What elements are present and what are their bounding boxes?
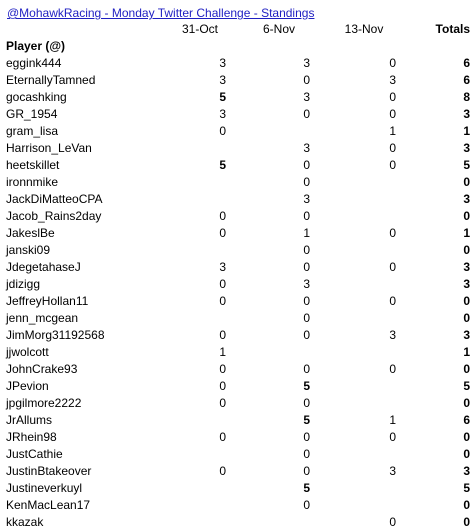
score-13-nov-cell: 0 bbox=[389, 430, 396, 444]
table-row bbox=[0, 225, 470, 242]
table-row bbox=[0, 174, 470, 191]
total-score-cell: 3 bbox=[463, 260, 470, 274]
score-13-nov-cell: 0 bbox=[389, 158, 396, 172]
total-score-cell: 6 bbox=[463, 413, 470, 427]
player-name-cell: JrAllums bbox=[6, 413, 53, 427]
score-6-nov-cell: 5 bbox=[303, 481, 310, 495]
score-13-nov-cell: 0 bbox=[389, 515, 396, 529]
player-name-cell: JustinBtakeover bbox=[6, 464, 92, 478]
total-score-cell: 6 bbox=[463, 56, 470, 70]
table-row bbox=[0, 480, 470, 497]
score-6-nov-cell: 3 bbox=[303, 192, 310, 206]
table-row bbox=[0, 514, 470, 531]
table-row bbox=[0, 157, 470, 174]
total-score-cell: 6 bbox=[463, 73, 470, 87]
score-31-oct-cell: 0 bbox=[219, 209, 226, 223]
player-name-cell: GR_1954 bbox=[6, 107, 58, 121]
player-name-cell: JohnCrake93 bbox=[6, 362, 78, 376]
table-row bbox=[0, 327, 470, 344]
score-31-oct-cell: 5 bbox=[219, 158, 226, 172]
total-score-cell: 0 bbox=[463, 430, 470, 444]
total-score-cell: 3 bbox=[463, 107, 470, 121]
score-31-oct-cell bbox=[160, 242, 226, 259]
score-13-nov-cell: 3 bbox=[389, 464, 396, 478]
player-name-cell: ironnmike bbox=[6, 175, 59, 189]
score-6-nov-cell: 0 bbox=[303, 260, 310, 274]
total-score-cell: 1 bbox=[463, 345, 470, 359]
player-name-cell: JustCathie bbox=[6, 447, 63, 461]
score-31-oct-cell: 5 bbox=[219, 90, 226, 104]
table-row bbox=[0, 344, 470, 361]
table-row bbox=[0, 378, 470, 395]
total-score-cell: 1 bbox=[463, 124, 470, 138]
score-6-nov-cell bbox=[226, 123, 310, 140]
total-score-cell: 0 bbox=[463, 294, 470, 308]
score-13-nov-cell bbox=[310, 446, 396, 463]
player-name-cell: jpgilmore2222 bbox=[6, 396, 82, 410]
score-13-nov-cell bbox=[310, 378, 396, 395]
total-score-cell: 5 bbox=[463, 158, 470, 172]
table-row bbox=[0, 106, 470, 123]
score-31-oct-cell bbox=[160, 497, 226, 514]
header-31-oct: 31-Oct bbox=[181, 22, 218, 36]
score-13-nov-cell bbox=[310, 497, 396, 514]
score-13-nov-cell: 3 bbox=[389, 73, 396, 87]
total-score-cell: 0 bbox=[463, 362, 470, 376]
player-name-cell: jdizigg bbox=[6, 277, 41, 291]
player-name-cell: gocashking bbox=[6, 90, 67, 104]
score-6-nov-cell: 5 bbox=[303, 413, 310, 427]
player-name-cell: KenMacLean17 bbox=[6, 498, 91, 512]
score-13-nov-cell: 0 bbox=[389, 294, 396, 308]
player-name-cell: EternallyTamned bbox=[6, 73, 96, 87]
player-name-cell: JRhein98 bbox=[6, 430, 57, 444]
score-6-nov-cell: 3 bbox=[303, 90, 310, 104]
player-name-cell: heetskillet bbox=[6, 158, 60, 172]
player-name-cell: JeffreyHollan11 bbox=[6, 294, 89, 308]
score-6-nov-cell: 0 bbox=[303, 311, 310, 325]
player-name-cell: Justineverkuyl bbox=[6, 481, 83, 495]
score-13-nov-cell bbox=[310, 395, 396, 412]
total-score-cell: 0 bbox=[463, 175, 470, 189]
total-score-cell: 3 bbox=[463, 141, 470, 155]
score-13-nov-cell: 0 bbox=[389, 90, 396, 104]
header-blank-cell bbox=[0, 21, 160, 38]
score-31-oct-cell bbox=[160, 174, 226, 191]
player-column-label: Player (@) bbox=[6, 39, 66, 53]
score-6-nov-cell: 0 bbox=[303, 396, 310, 410]
score-31-oct-cell: 3 bbox=[219, 260, 226, 274]
table-row bbox=[0, 89, 470, 106]
score-31-oct-cell: 0 bbox=[219, 362, 226, 376]
total-score-cell: 8 bbox=[463, 90, 470, 104]
score-6-nov-cell: 5 bbox=[303, 379, 310, 393]
total-score-cell: 0 bbox=[463, 447, 470, 461]
header-6-nov: 6-Nov bbox=[262, 22, 295, 36]
score-13-nov-cell bbox=[310, 242, 396, 259]
table-row bbox=[0, 208, 470, 225]
score-31-oct-cell: 0 bbox=[219, 294, 226, 308]
total-score-cell: 5 bbox=[463, 481, 470, 495]
table-row bbox=[0, 276, 470, 293]
score-31-oct-cell bbox=[160, 446, 226, 463]
score-13-nov-cell: 0 bbox=[389, 226, 396, 240]
score-13-nov-cell: 0 bbox=[389, 362, 396, 376]
score-31-oct-cell: 0 bbox=[219, 464, 226, 478]
player-name-cell: jenn_mcgean bbox=[6, 311, 79, 325]
player-name-cell: JdegetahaseJ bbox=[6, 260, 81, 274]
score-6-nov-cell: 0 bbox=[303, 328, 310, 342]
player-name-cell: JPevion bbox=[6, 379, 49, 393]
player-name-cell: JackDiMatteoCPA bbox=[6, 192, 103, 206]
table-row bbox=[0, 497, 470, 514]
table-row bbox=[0, 446, 470, 463]
score-31-oct-cell: 3 bbox=[219, 107, 226, 121]
score-31-oct-cell: 0 bbox=[219, 226, 226, 240]
total-score-cell: 0 bbox=[463, 515, 470, 529]
score-13-nov-cell bbox=[310, 191, 396, 208]
table-row bbox=[0, 191, 470, 208]
score-31-oct-cell: 0 bbox=[219, 277, 226, 291]
score-6-nov-cell: 3 bbox=[303, 141, 310, 155]
player-name-cell: gram_lisa bbox=[6, 124, 59, 138]
score-13-nov-cell: 1 bbox=[389, 413, 396, 427]
score-13-nov-cell bbox=[310, 310, 396, 327]
score-13-nov-cell: 0 bbox=[389, 141, 396, 155]
score-13-nov-cell bbox=[310, 208, 396, 225]
score-13-nov-cell bbox=[310, 174, 396, 191]
score-31-oct-cell: 0 bbox=[219, 430, 226, 444]
score-31-oct-cell bbox=[160, 480, 226, 497]
score-31-oct-cell: 0 bbox=[219, 379, 226, 393]
subheader-row bbox=[0, 38, 470, 55]
score-13-nov-cell: 1 bbox=[389, 124, 396, 138]
table-row bbox=[0, 123, 470, 140]
score-6-nov-cell: 0 bbox=[303, 73, 310, 87]
score-6-nov-cell: 0 bbox=[303, 175, 310, 189]
score-31-oct-cell bbox=[160, 310, 226, 327]
player-name-cell: Jacob_Rains2day bbox=[6, 209, 102, 223]
score-6-nov-cell: 0 bbox=[303, 107, 310, 121]
total-score-cell: 0 bbox=[463, 243, 470, 257]
table-row bbox=[0, 140, 470, 157]
table-row bbox=[0, 310, 470, 327]
score-31-oct-cell bbox=[160, 412, 226, 429]
player-name-cell: eggink444 bbox=[6, 56, 62, 70]
score-13-nov-cell: 3 bbox=[389, 328, 396, 342]
score-13-nov-cell: 0 bbox=[389, 56, 396, 70]
table-row bbox=[0, 395, 470, 412]
total-score-cell: 0 bbox=[463, 498, 470, 512]
total-score-cell: 3 bbox=[463, 192, 470, 206]
total-score-cell: 3 bbox=[463, 328, 470, 342]
score-13-nov-cell: 0 bbox=[389, 260, 396, 274]
player-name-cell: janski09 bbox=[6, 243, 51, 257]
player-name-cell: jjwolcott bbox=[6, 345, 49, 359]
player-name-cell: JimMorg31192568 bbox=[6, 328, 105, 342]
score-31-oct-cell: 0 bbox=[219, 396, 226, 410]
header-13-nov: 13-Nov bbox=[344, 22, 384, 36]
score-31-oct-cell bbox=[160, 514, 226, 531]
score-6-nov-cell: 0 bbox=[303, 243, 310, 257]
score-6-nov-cell: 0 bbox=[303, 362, 310, 376]
table-row bbox=[0, 429, 470, 446]
total-score-cell: 3 bbox=[463, 277, 470, 291]
score-6-nov-cell: 0 bbox=[303, 209, 310, 223]
score-6-nov-cell: 0 bbox=[303, 158, 310, 172]
table-row bbox=[0, 259, 470, 276]
sheet-title-link[interactable]: @MohawkRacing - Monday Twitter Challenge - Standings bbox=[7, 6, 315, 20]
total-score-cell: 0 bbox=[463, 311, 470, 325]
score-6-nov-cell: 0 bbox=[303, 498, 310, 512]
score-6-nov-cell: 0 bbox=[303, 430, 310, 444]
column-header-row bbox=[0, 21, 470, 38]
standings-table bbox=[0, 21, 470, 531]
table-row bbox=[0, 463, 470, 480]
table-row bbox=[0, 55, 470, 72]
header-totals: Totals bbox=[435, 22, 470, 36]
score-6-nov-cell: 0 bbox=[303, 464, 310, 478]
player-name-cell: kkazak bbox=[6, 515, 44, 529]
score-31-oct-cell: 3 bbox=[219, 73, 226, 87]
player-name-cell: JakeslBe bbox=[6, 226, 55, 240]
score-31-oct-cell: 3 bbox=[219, 56, 226, 70]
table-row bbox=[0, 72, 470, 89]
score-31-oct-cell: 0 bbox=[219, 328, 226, 342]
total-score-cell: 0 bbox=[463, 396, 470, 410]
score-13-nov-cell: 0 bbox=[389, 107, 396, 121]
score-6-nov-cell: 1 bbox=[303, 226, 310, 240]
table-row bbox=[0, 361, 470, 378]
score-6-nov-cell: 0 bbox=[303, 447, 310, 461]
score-6-nov-cell: 0 bbox=[303, 294, 310, 308]
score-31-oct-cell bbox=[160, 191, 226, 208]
score-13-nov-cell bbox=[310, 276, 396, 293]
score-31-oct-cell: 0 bbox=[219, 124, 226, 138]
score-6-nov-cell: 3 bbox=[303, 277, 310, 291]
table-row bbox=[0, 293, 470, 310]
table-row bbox=[0, 412, 470, 429]
score-31-oct-cell: 1 bbox=[219, 345, 226, 359]
total-score-cell: 0 bbox=[463, 209, 470, 223]
total-score-cell: 5 bbox=[463, 379, 470, 393]
score-6-nov-cell: 3 bbox=[303, 56, 310, 70]
table-row bbox=[0, 242, 470, 259]
score-31-oct-cell bbox=[160, 140, 226, 157]
score-13-nov-cell bbox=[310, 480, 396, 497]
score-6-nov-cell bbox=[226, 514, 310, 531]
score-6-nov-cell bbox=[226, 344, 310, 361]
score-13-nov-cell bbox=[310, 344, 396, 361]
player-name-cell: Harrison_LeVan bbox=[6, 141, 92, 155]
total-score-cell: 3 bbox=[463, 464, 470, 478]
total-score-cell: 1 bbox=[463, 226, 470, 240]
